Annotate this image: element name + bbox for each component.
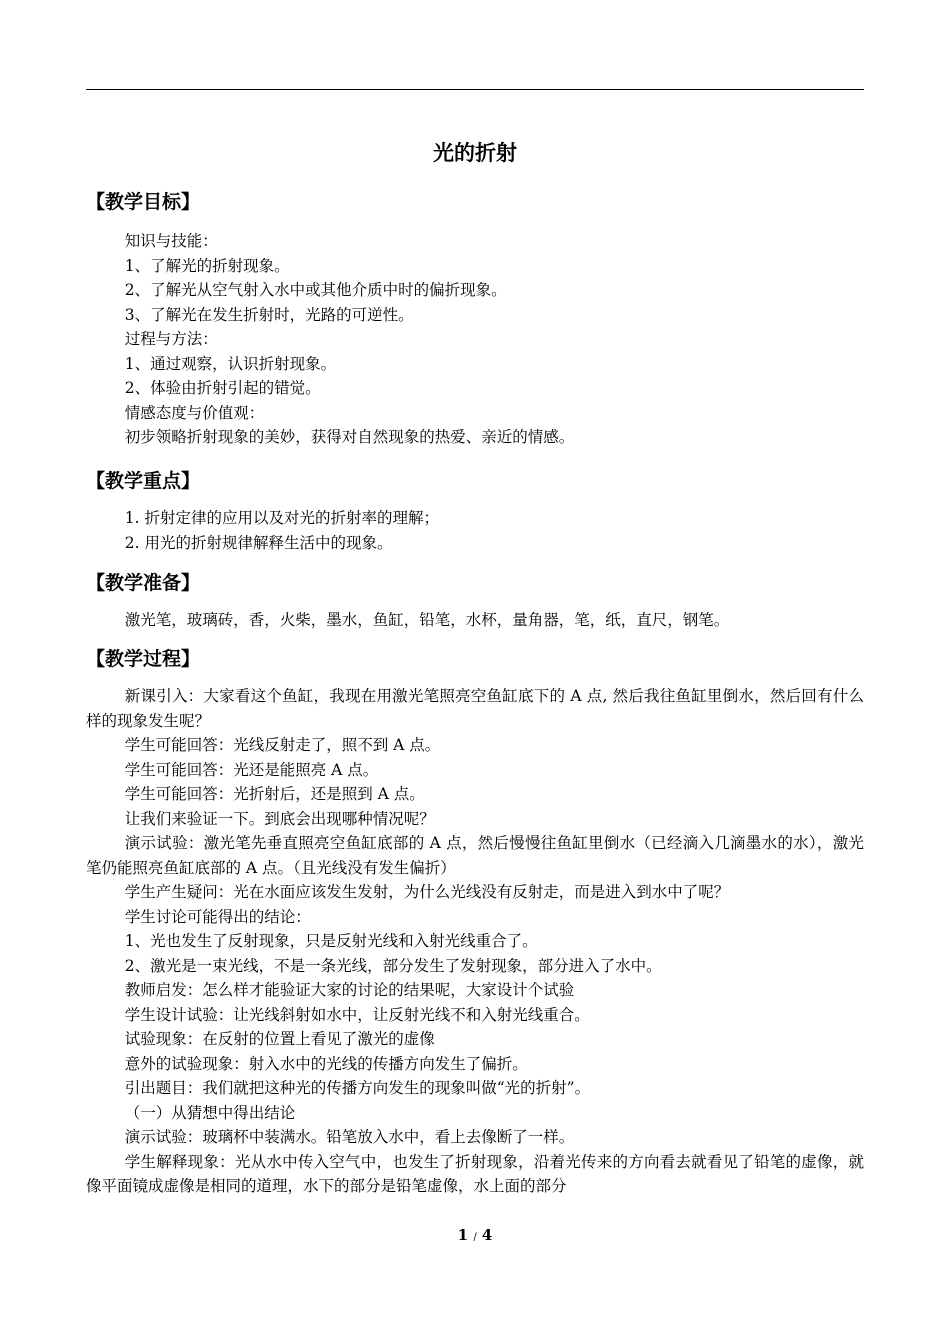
process-paragraph: 学生产生疑问：光在水面应该发生发射，为什么光线没有反射走，而是进入到水中了呢？ (124, 883, 730, 901)
process-paragraph: 演示试验：激光笔先垂直照亮空鱼缸底部的 A 点，然后慢慢往鱼缸里倒水（已经滴入几滴墨水的水），激光笔仍能照亮鱼缸底部的 A 点。（且光线没有发生偏折） (86, 834, 864, 877)
process-paragraph: 试验现象：在反射的位置上看见了激光的虚像 (124, 1030, 435, 1048)
goals-line: 3、了解光在发生折射时，光路的可逆性。 (124, 305, 414, 324)
page-separator: / (473, 1232, 477, 1243)
preparation-body (86, 608, 864, 633)
goals-line: 1、了解光的折射现象。 (124, 256, 290, 275)
section-heading-key-points: 【教学重点】 (86, 470, 201, 492)
process-paragraph: 1、光也发生了反射现象，只是反射光线和入射光线重合了。 (124, 932, 538, 950)
process-paragraph: 引出题目：我们就把这种光的传播方向发生的现象叫做“光的折射”。 (124, 1079, 591, 1097)
process-paragraph: 让我们来验证一下。到底会出现哪种情况呢？ (124, 809, 435, 828)
goals-line: 初步领略折射现象的美妙，获得对自然现象的热爱、亲近的情感。 (124, 428, 575, 446)
page-number (0, 1224, 950, 1249)
process-paragraph: 学生解释现象：光从水中传入空气中，也发生了折射现象，沿着光传来的方向看去就看见了铅笔的虚像，就像平面镜成虚像是相同的道理，水下的部分是铅笔虚像，水上面的部分 (86, 1152, 864, 1195)
process-paragraph: 演示试验：玻璃杯中装满水。铅笔放入水中，看上去像断了一样。 (124, 1128, 575, 1146)
process-paragraph: 学生讨论可能得出的结论： (124, 907, 311, 926)
goals-line: 知识与技能： (124, 232, 218, 250)
section-heading-process: 【教学过程】 (86, 648, 201, 670)
goals-line: 2、了解光从空气射入水中或其他介质中时的偏折现象。 (124, 281, 507, 299)
process-paragraph: 学生可能回答：光线反射走了，照不到 A 点。 (124, 736, 441, 754)
process-paragraph: 学生可能回答：光还是能照亮 A 点。 (124, 760, 379, 779)
current-page: 1 (457, 1226, 469, 1244)
process-paragraph: （一）从猜想中得出结论 (124, 1103, 296, 1122)
goals-line: 1、通过观察，认识折射现象。 (124, 354, 337, 373)
process-paragraph: 2、激光是一束光线，不是一条光线，部分发生了发射现象，部分进入了水中。 (124, 956, 662, 975)
key-point-line: 1. 折射定律的应用以及对光的折射率的理解； (124, 509, 439, 527)
process-paragraph: 新课引入：大家看这个鱼缸，我现在用激光笔照亮空鱼缸底下的 A 点, 然后我往鱼缸里倒水，然后回有什么样的现象发生呢？ (86, 687, 864, 730)
goals-line: 过程与方法： (124, 330, 218, 348)
process-paragraph: 学生设计试验：让光线斜射如水中，让反射光线不和入射光线重合。 (124, 1005, 590, 1024)
key-point-line: 2. 用光的折射规律解释生活中的现象。 (124, 533, 393, 552)
total-pages: 4 (481, 1226, 493, 1244)
header-rule (86, 89, 864, 90)
key-points-body (86, 506, 864, 555)
process-paragraph: 学生可能回答：光折射后，还是照到 A 点。 (124, 785, 425, 803)
goals-line: 情感态度与价值观： (124, 403, 265, 422)
section-heading-preparation: 【教学准备】 (86, 572, 201, 594)
process-paragraph: 教师启发：怎么样才能验证大家的讨论的结果呢，大家设计个试验 (124, 981, 575, 999)
preparation-line: 激光笔，玻璃砖，香，火柴，墨水，鱼缸，铅笔，水杯，量角器，笔，纸，直尺，钢笔。 (124, 611, 730, 629)
document-title: 光的折射 (433, 141, 517, 165)
process-body (86, 684, 864, 1199)
section-heading-goals: 【教学目标】 (86, 191, 201, 213)
goals-body (86, 229, 864, 450)
goals-line: 2、体验由折射引起的错觉。 (124, 379, 321, 397)
process-paragraph: 意外的试验现象：射入水中的光线的传播方向发生了偏折。 (124, 1054, 528, 1073)
